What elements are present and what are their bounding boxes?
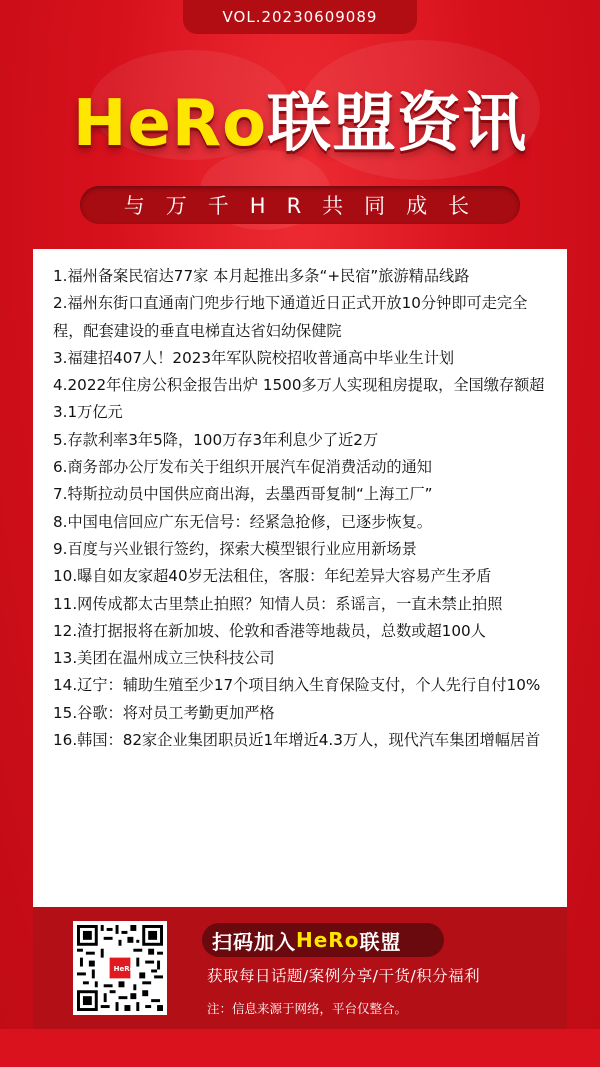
news-item: 12.渣打据报将在新加坡、伦敦和香港等地裁员，总数或超100人	[53, 621, 486, 640]
news-item: 9.百度与兴业银行签约，探索大模型银行业应用新场景	[53, 539, 417, 558]
page-title	[0, 84, 600, 164]
news-card	[33, 249, 567, 907]
news-list	[33, 249, 567, 754]
benefits-text: 获取每日话题/案例分享/干货/积分福利	[207, 967, 481, 985]
news-item: 14.辽宁：辅助生殖至少17个项目纳入生育保险支付，个人先行自付10%	[53, 676, 541, 695]
news-item: 10.曝自如友家超40岁无法租住，客服：年纪差异大容易产生矛盾	[53, 567, 492, 586]
news-item: 3.福建招407人！2023年军队院校招收普通高中毕业生计划	[53, 348, 455, 367]
source-note: 注：信息来源于网络，平台仅整合。	[207, 1001, 408, 1016]
news-item: 4.2022年住房公积金报告出炉 1500多万人实现租房提取，全国缴存额超3.1万亿元	[53, 376, 545, 422]
news-item: 16.韩国：82家企业集团职员近1年增近4.3万人，现代汽车集团增幅居首	[53, 731, 541, 750]
title-brand: HeRo	[72, 87, 268, 161]
join-brand: HeRo	[296, 928, 360, 952]
news-item: 6.商务部办公厅发布关于组织开展汽车促消费活动的通知	[53, 458, 432, 477]
join-prefix: 扫码加入	[212, 929, 296, 954]
news-item: 15.谷歌：将对员工考勤更加严格	[53, 703, 275, 722]
footer-panel	[33, 907, 567, 1029]
qr-logo-text: HeRo	[113, 965, 135, 973]
slogan-banner: 与万千HR共同成长	[80, 186, 520, 224]
qr-code[interactable]	[73, 921, 167, 1015]
news-item: 8.中国电信回应广东无信号：经紧急抢修，已逐步恢复。	[53, 512, 432, 531]
volume-badge: VOL.20230609089	[183, 0, 417, 34]
news-item: 2.福州东街口直通南门兜步行地下通道近日正式开放10分钟即可走完全程，配套建设的垂直电梯直达省妇幼保健院	[53, 294, 528, 340]
title-text: 联盟资讯	[267, 87, 528, 161]
news-item: 7.特斯拉动员中国供应商出海，去墨西哥复制“上海工厂”	[53, 485, 433, 504]
news-item: 1.福州备案民宿达77家 本月起推出多条“+民宿”旅游精品线路	[53, 267, 470, 285]
join-suffix: 联盟	[359, 929, 402, 954]
join-button[interactable]	[202, 923, 444, 957]
bottom-strip	[0, 1029, 600, 1067]
news-item: 13.美团在温州成立三快科技公司	[53, 649, 275, 668]
news-item: 11.网传成都太古里禁止拍照？知情人员：系谣言，一直未禁止拍照	[53, 594, 503, 613]
news-item: 5.存款利率3年5降，100万存3年利息少了近2万	[53, 430, 379, 449]
